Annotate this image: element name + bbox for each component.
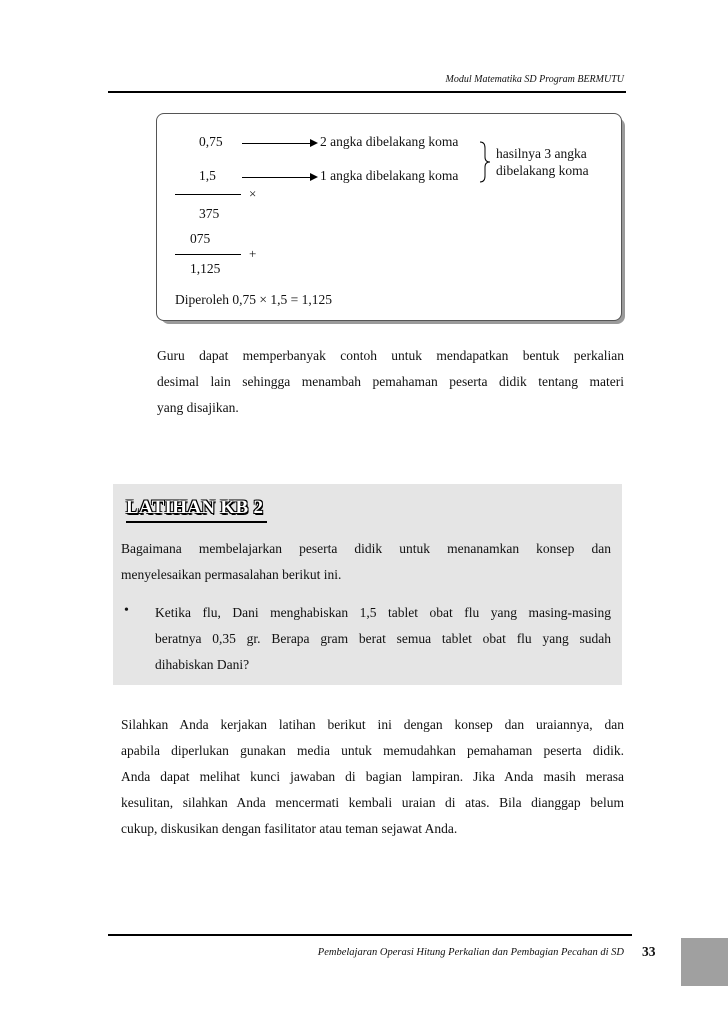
decimal-count-label-1: 2 angka dibelakang koma <box>320 134 459 149</box>
multiplier: 1,5 <box>199 168 216 183</box>
paragraph-line: apabila diperlukan gunakan media untuk memudahkan pemahaman peserta didik. <box>121 743 624 758</box>
running-header: Modul Matematika SD Program BERMUTU <box>445 74 624 85</box>
bracket-note-line2: dibelakang koma <box>496 163 589 178</box>
exercise-intro <box>121 536 611 588</box>
page-number: 33 <box>642 944 656 959</box>
paragraph-line: Guru dapat memperbanyak contoh untuk mendapatkan bentuk perkalian <box>157 348 624 363</box>
plus-sign: + <box>249 246 257 261</box>
running-footer: Pembelajaran Operasi Hitung Perkalian dan Pembagian Pecahan di SD <box>317 947 624 958</box>
arrow-line-2 <box>242 177 312 178</box>
curly-brace-icon <box>478 140 492 184</box>
paragraph-line: Anda dapat melihat kunci jawaban di bagian lampiran. Jika Anda masih merasa <box>121 769 624 784</box>
exercise-title: LATIHAN KB 2 <box>126 497 264 518</box>
bullet-icon: • <box>124 603 129 618</box>
paragraph-line: Bagaimana membelajarkan peserta didik untuk menanamkan konsep dan <box>121 541 611 556</box>
paragraph-line: cukup, diskusikan dengan fasilitator atau teman sejawat Anda. <box>121 821 458 836</box>
paragraph-line: Ketika flu, Dani menghabiskan 1,5 tablet obat flu yang masing-masing <box>155 605 611 620</box>
times-sign: × <box>249 186 257 201</box>
final-result: 1,125 <box>190 261 221 276</box>
exercise-question <box>155 600 611 678</box>
arrow-line-1 <box>242 143 312 144</box>
partial-product-1: 375 <box>199 206 220 221</box>
closing-paragraph <box>121 712 624 842</box>
addition-rule <box>175 254 241 255</box>
paragraph-line: kesulitan, silahkan Anda mencermati kembali uraian di atas. Bila dianggap belum <box>121 795 624 810</box>
paragraph-line: dihabiskan Dani? <box>155 657 250 672</box>
multiplication-rule <box>175 194 241 195</box>
paragraph-line: beratnya 0,35 gr. Berapa gram berat semua tablet obat flu yang sudah <box>155 631 611 646</box>
bracket-note-line1: hasilnya 3 angka <box>496 146 587 161</box>
paragraph-line: yang disajikan. <box>157 400 239 415</box>
page-edge-tab <box>681 938 728 986</box>
conclusion: Diperoleh 0,75 × 1,5 = 1,125 <box>175 292 332 307</box>
arrow-right-icon <box>310 139 318 147</box>
paragraph-line: menyelesaikan permasalahan berikut ini. <box>121 567 342 582</box>
header-rule <box>108 91 626 93</box>
paragraph-line: Silahkan Anda kerjakan latihan berikut ini dengan konsep dan uraiannya, dan <box>121 717 624 732</box>
arrow-right-icon <box>310 173 318 181</box>
exercise-title-underline <box>126 521 267 523</box>
multiplicand: 0,75 <box>199 134 223 149</box>
teacher-paragraph <box>157 343 624 421</box>
decimal-count-label-2: 1 angka dibelakang koma <box>320 168 459 183</box>
footer-rule <box>108 934 632 936</box>
paragraph-line: desimal lain sehingga menambah pemahaman peserta didik tentang materi <box>157 374 624 389</box>
partial-product-2: 075 <box>190 231 211 246</box>
